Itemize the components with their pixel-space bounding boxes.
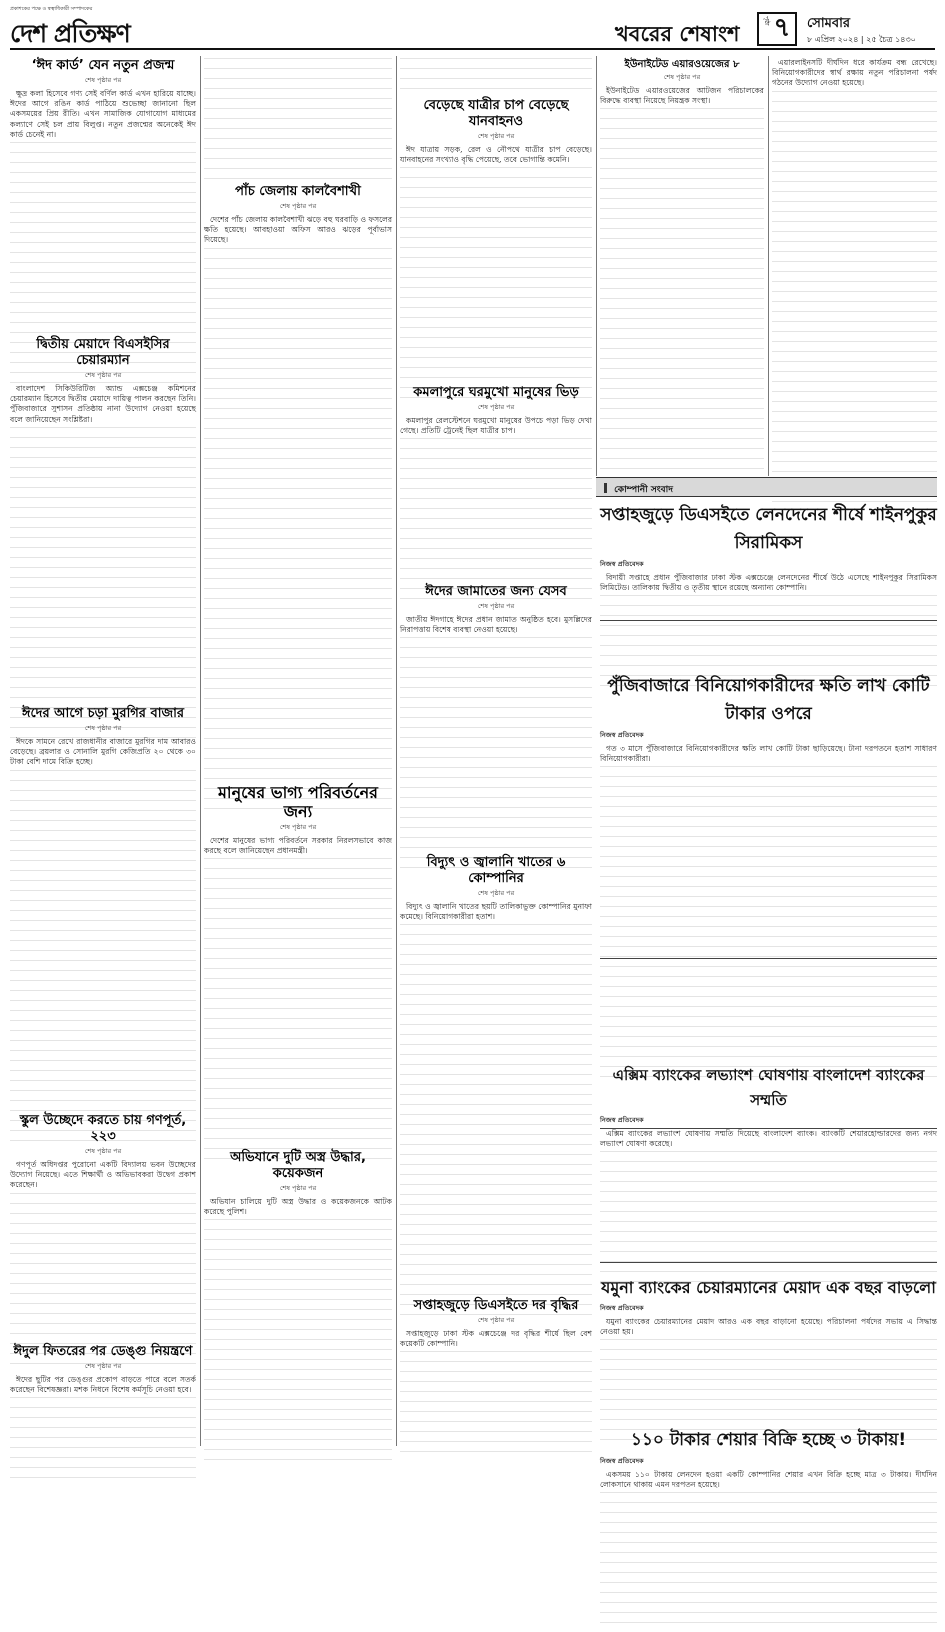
article-chicken — [10, 737, 196, 1109]
column-rule — [596, 56, 597, 476]
article-market-loss — [600, 744, 937, 1056]
article-kamalapur — [400, 416, 592, 580]
headline-chairman: দ্বিতীয় মেয়াদে বিএসইসির চেয়ারম্যান — [36, 337, 170, 368]
article-eid-fitr — [10, 1375, 196, 1465]
headline-jamuna: যমুনা ব্যাংকের চেয়ারম্যানের মেয়াদ এক বছর বাড়লো — [601, 1278, 936, 1297]
byline: শেষ পৃষ্ঠার পর — [477, 132, 515, 140]
column-1 — [10, 58, 196, 1448]
article-text: বিদায়ী সপ্তাহে প্রধান পুঁজিবাজার ঢাকা স্টক এক্সচেঞ্জে লেনদেনের শীর্ষে উঠে এসেছে শাইনপুকুর সিরামিকস লিমিটেড। তালিকায় দ্বিতীয় ও তৃতীয় স্থানে রয়েছে অন্যান্য কোম্পানি। — [600, 573, 937, 593]
article-continued — [400, 58, 592, 94]
article-text: ইউনাইটেড এয়ারওয়েজের আটজন পরিচালকের বিরুদ্ধে ব্যবস্থা নিয়েছে নিয়ন্ত্রক সংস্থা। — [600, 86, 764, 106]
text-filler — [204, 58, 392, 180]
article-text: ঈদের ছুটির পর ডেঙ্গুর প্রকোপ বাড়তে পারে বলে সতর্ক করেছেন বিশেষজ্ঞরা। মশক নিধনে বিশেষ কর্মসূচি নেওয়া হবে। — [10, 1375, 196, 1395]
company-news-label: কোম্পানী সংবাদ — [614, 485, 673, 495]
byline: শেষ পৃষ্ঠার পর — [84, 1362, 122, 1370]
text-filler — [400, 924, 592, 1316]
text-filler — [400, 167, 592, 403]
headline-kamalapur: কমলাপুরে ঘরমুখো মানুষের ভিড় — [413, 385, 579, 400]
byline: শেষ পৃষ্ঠার পর — [477, 403, 515, 411]
headline-five-districts: পাঁচ জেলায় কালবৈশাখী — [235, 184, 361, 199]
text-filler — [10, 1397, 196, 1487]
headline-traffic: বেড়েছে যাত্রীর চাপ বেড়েছে যানবাহনও — [423, 98, 569, 129]
headline-exim: এক্সিম ব্যাংকের লভ্যাংশ ঘোষণায় বাংলাদেশ ব্যাংকের সম্মতি — [612, 1066, 925, 1109]
text-filler — [400, 438, 592, 602]
article-text: জাতীয় ঈদগাহে ঈদের প্রধান জামাত অনুষ্ঠিত হবে। মুসল্লিদের নিরাপত্তায় বিশেষ ব্যবস্থা নেওয়া হয়েছে। — [400, 615, 592, 635]
byline: শেষ পৃষ্ঠার পর — [84, 724, 122, 732]
article-text: অভিযান চালিয়ে দুটি অস্ত্র উদ্ধার ও কয়েকজনকে আটক করেছে পুলিশ। — [204, 1197, 392, 1217]
byline: নিজস্ব প্রতিবেদক — [600, 1457, 644, 1465]
headline-eid-jamat: ঈদের জামাতের জন্য যেসব — [425, 584, 567, 599]
article-text: ক্ষুদ্র কলা হিসেবে গণ্য সেই বর্ণিল কার্ড এখন হারিয়ে যাচ্ছে। ঈদের আগে রঙিন কার্ড পাঠিয়ে শুভেচ্ছা জানানো ছিল একসময়ের প্রিয় রীতি। এখন সামাজিক যোগাযোগ মাধ্যমের কল্যাণে সেই চল প্রায় বিলুপ্ত। নতুন প্রজন্মের অনেকেই ঈদ কার্ড চেনেই না। — [10, 89, 196, 139]
article-text: এক্সিম ব্যাংকের লভ্যাংশ ঘোষণায় সম্মতি দিয়েছে বাংলাদেশ ব্যাংক। ব্যাংকটি শেয়ারহোল্ডারদের জন্য নগদ লভ্যাংশ ঘোষণা করেছে। — [600, 1129, 937, 1149]
masthead — [10, 6, 935, 50]
text-filler — [400, 58, 592, 94]
headline-dse-week: সপ্তাহজুড়ে ডিএসইতে দর বৃদ্ধির — [413, 1298, 579, 1313]
article-text: দেশের মানুষের ভাগ্য পরিবর্তনে সরকার নিরলসভাবে কাজ করছে বলে জানিয়েছেন প্রধানমন্ত্রী। — [204, 836, 392, 856]
column-4 — [600, 58, 764, 472]
headline-eid-fitr: ঈদুল ফিতরের পর ডেঙ্গু নিয়ন্ত্রণে — [13, 1344, 193, 1359]
article-text: বিদ্যুৎ ও জ্বালানি খাতের ছয়টি তালিকাভুক্ত কোম্পানির মুনাফা কমেছে। বিনিয়োগকারীরা হতাশ। — [400, 902, 592, 922]
headline-united-airways: ইউনাইটেড এয়ারওয়েজের ৮ — [624, 59, 740, 70]
article-share-110 — [600, 1470, 937, 1610]
column-2 — [204, 58, 392, 1448]
byline: শেষ পৃষ্ঠার পর — [84, 1147, 122, 1155]
article-text: একসময় ১১০ টাকায় লেনদেন হওয়া একটি কোম্পানির শেয়ার এখন বিক্রি হচ্ছে মাত্র ৩ টাকায়। দীর্ঘদিন লোকসানে থাকায় এমন দরপতন হয়েছে। — [600, 1470, 937, 1490]
article-continued — [204, 58, 392, 180]
story-divider — [600, 1128, 937, 1129]
page-label: পৃষ্ঠা — [763, 16, 770, 26]
byline: শেষ পৃষ্ঠার পর — [279, 202, 317, 210]
byline: নিজস্ব প্রতিবেদক — [600, 1304, 644, 1312]
article-dse-week — [400, 1329, 592, 1439]
column-5 — [772, 58, 937, 472]
headline-weapons: অভিযানে দুটি অস্ত্র উদ্ধার, কয়েকজন — [230, 1150, 366, 1181]
headline-human-fate: মানুষের ভাগ্য পরিবর্তনের জন্য — [218, 783, 378, 821]
text-filler — [600, 1151, 937, 1289]
masthead-tagline: প্রকাশকের পক্ষে ও স্বত্বাধিকারী সম্পাদকের — [10, 6, 93, 12]
text-filler — [400, 1351, 592, 1461]
headline-shinepukur: সপ্তাহজুড়ে ডিএসইতে লেনদেনের শীর্ষে শাইনপুকুর সিরামিকস — [600, 505, 937, 553]
article-exim — [600, 1129, 937, 1267]
article-eid-card — [10, 89, 196, 333]
issue-date: ৮ এপ্রিল ২০২৪ | ২৫ চৈত্র ১৪৩০ — [807, 35, 916, 44]
byline: নিজস্ব প্রতিবেদক — [600, 560, 644, 568]
headline-chicken: ঈদের আগে চড়া মুরগির বাজার — [21, 706, 185, 721]
article-text: গত ৩ মাসে পুঁজিবাজারে বিনিয়োগকারীদের ক্ষতি লাখ কোটি টাকা ছাড়িয়েছে। টানা দরপতনে হতাশ সাধারণ বিনিয়োগকারীরা। — [600, 744, 937, 764]
article-text: দেশের পাঁচ জেলায় কালবৈশাখী ঝড়ে বহু ঘরবাড়ি ও ফসলের ক্ষতি হয়েছে। আবহাওয়া অফিস আরও ঝড়ের পূর্বাভাস দিয়েছে। — [204, 215, 392, 245]
byline: শেষ পৃষ্ঠার পর — [84, 76, 122, 84]
article-text: এয়ারলাইনসটি দীর্ঘদিন ধরে কার্যক্রম বন্ধ রেখেছে। বিনিয়োগকারীদের স্বার্থ রক্ষায় নতুন পরিচালনা পর্ষদ গঠনের উদ্যোগ নেওয়া হয়েছে। — [772, 58, 937, 88]
text-filler — [600, 766, 937, 1078]
text-filler — [10, 770, 196, 1142]
story-divider — [600, 958, 937, 959]
headline-share-110: ১১০ টাকার শেয়ার বিক্রি হচ্ছে ৩ টাকায়! — [630, 1430, 907, 1450]
column-3 — [400, 58, 592, 1448]
article-text: ঈদকে সামনে রেখে রাজধানীর বাজারে মুরগির দাম আবারও বেড়েছে। ব্রয়লার ও সোনালি মুরগি কেজিপ্রতি ২০ থেকে ৩০ টাকা বেশি দামে বিক্রি হচ্ছে। — [10, 737, 196, 767]
text-filler — [10, 1193, 196, 1373]
company-news-section — [600, 502, 937, 1490]
article-eid-jamat — [400, 615, 592, 851]
issue-day: সোমবার — [807, 16, 851, 31]
text-filler — [772, 91, 937, 503]
byline: শেষ পৃষ্ঠার পর — [477, 889, 515, 897]
byline: শেষ পৃষ্ঠার পর — [477, 1316, 515, 1324]
article-weapons — [204, 1197, 392, 1447]
text-filler — [600, 595, 937, 687]
headline-school: স্কুল উচ্ছেদে করতে চায় গণপূর্ত, ২২৩ — [19, 1113, 187, 1144]
article-human-fate — [204, 836, 392, 1146]
article-text: বাংলাদেশ সিকিউরিটিজ অ্যান্ড এক্সচেঞ্জ কমিশনের চেয়ারম্যান হিসেবে দ্বিতীয় মেয়াদে দায়িত্ব পালন করছেন তিনি। পুঁজিবাজারে সুশাসন প্রতিষ্ঠায় নানা উদ্যোগ নেওয়া হয়েছে বলে জানিয়েছেন সংশ্লিষ্টরা। — [10, 384, 196, 424]
text-filler — [600, 108, 764, 488]
story-divider — [600, 620, 937, 621]
section-title: খবরের শেষাংশ — [615, 22, 740, 46]
column-rule — [396, 56, 397, 1446]
article-chairman — [10, 384, 196, 702]
article-jamuna — [600, 1317, 937, 1421]
column-rule — [200, 56, 201, 1446]
article-school — [10, 1160, 196, 1340]
text-filler — [10, 142, 196, 386]
article-united-airways — [600, 86, 764, 466]
article-text: ঈদ যাত্রায় সড়ক, রেল ও নৌপথে যাত্রীর চাপ বেড়েছে। যানবাহনের সংখ্যাও বৃদ্ধি পেয়েছে, তবে ভোগান্তি কমেনি। — [400, 145, 592, 165]
text-filler — [400, 637, 592, 873]
article-united-continued — [772, 58, 937, 470]
page-number: ৭ — [773, 13, 791, 43]
text-filler — [600, 1492, 937, 1632]
byline: শেষ পৃষ্ঠার পর — [279, 1184, 317, 1192]
article-text: সপ্তাহজুড়ে ঢাকা স্টক এক্সচেঞ্জে দর বৃদ্ধির শীর্ষে ছিল বেশ কয়েকটি কোম্পানি। — [400, 1329, 592, 1349]
company-news-banner — [596, 477, 937, 497]
byline: শেষ পৃষ্ঠার পর — [84, 371, 122, 379]
headline-market-loss: পুঁজিবাজারে বিনিয়োগকারীদের ক্ষতি লাখ কোটি টাকার ওপরে — [607, 676, 930, 724]
article-text: যমুনা ব্যাংকের চেয়ারম্যানের মেয়াদ আরও এক বছর বাড়ানো হয়েছে। পরিচালনা পর্ষদের সভায় এ সিদ্ধান্ত নেওয়া হয়। — [600, 1317, 937, 1337]
page-number-box — [757, 12, 797, 46]
article-five-districts — [204, 215, 392, 779]
banner-bar — [604, 483, 607, 493]
byline: নিজস্ব প্রতিবেদক — [600, 1116, 644, 1124]
article-text: গণপূর্ত অধিদপ্তর পুরোনো একটি বিদ্যালয় ভবন উচ্ছেদের উদ্যোগ নিয়েছে। এতে শিক্ষার্থী ও অভিভাবকরা উদ্বেগ প্রকাশ করেছেন। — [10, 1160, 196, 1190]
article-text: কমলাপুর রেলস্টেশনে ঘরমুখো মানুষের উপচে পড়া ভিড় দেখা গেছে। প্রতিটি ট্রেনেই ছিল যাত্রীর চাপ। — [400, 416, 592, 436]
byline: শেষ পৃষ্ঠার পর — [663, 73, 701, 81]
newspaper-title: দেশ প্রতিক্ষণ — [10, 19, 130, 48]
text-filler — [10, 427, 196, 745]
byline: শেষ পৃষ্ঠার পর — [477, 602, 515, 610]
article-power — [400, 902, 592, 1294]
text-filler — [204, 858, 392, 1168]
article-traffic — [400, 145, 592, 381]
headline-power: বিদ্যুৎ ও জ্বালানি খাতের ৬ কোম্পানির — [426, 855, 566, 886]
byline: নিজস্ব প্রতিবেদক — [600, 731, 644, 739]
text-filler — [204, 1219, 392, 1469]
headline-eid-card: ‘ঈদ কার্ড’ যেন নতুন প্রজন্ম — [31, 58, 175, 73]
article-shinepukur — [600, 573, 937, 665]
column-rule — [768, 56, 769, 476]
story-divider — [600, 1262, 937, 1263]
byline: শেষ পৃষ্ঠার পর — [279, 823, 317, 831]
text-filler — [204, 248, 392, 812]
text-filler — [600, 1339, 937, 1443]
